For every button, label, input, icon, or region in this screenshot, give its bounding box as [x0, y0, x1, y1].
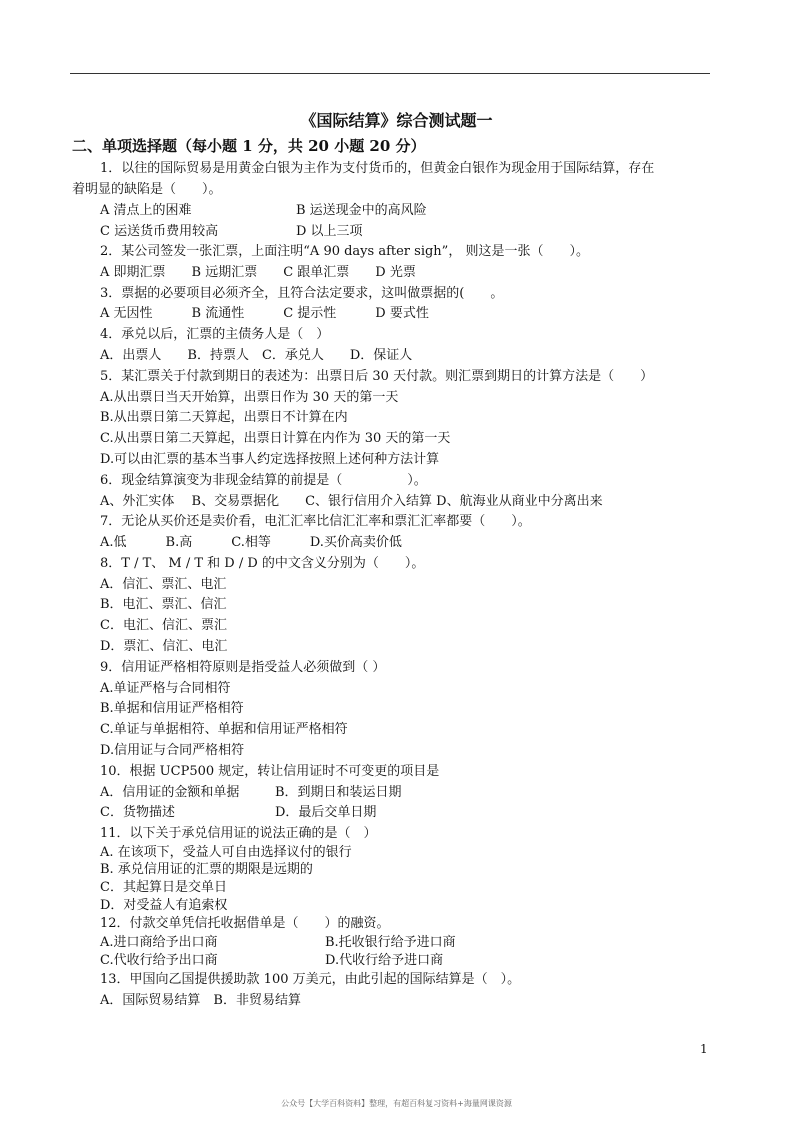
text-line: B.托收银行给予进口商: [325, 935, 456, 950]
text-line: 3．票据的必要项目必须齐全，且符合法定要求，这叫做票据的( 。: [100, 286, 504, 301]
text-line: A、外汇实体 B、交易票据化 C、银行信用介入结算 D、航海业从商业中分离出来: [100, 494, 603, 509]
text-line: A．出票人 B．持票人 C．承兑人 D．保证人: [100, 348, 413, 363]
page-number: 1: [700, 1042, 708, 1056]
text-line: 7．无论从买价还是卖价看，电汇汇率比信汇汇率和票汇汇率都要（ ）。: [100, 514, 531, 529]
text-line: D.代收行给予进口商: [325, 953, 444, 968]
text-line: B.从出票日第二天算起，出票日不计算在内: [100, 410, 348, 425]
text-line: A．国际贸易结算 B．非贸易结算: [100, 993, 301, 1008]
text-line: A.低 B.高 C.相等 D.买价高卖价低: [100, 535, 402, 550]
text-line: 12．付款交单凭信托收据借单是（ ）的融资。: [100, 916, 390, 931]
text-line: C．电汇、信汇、票汇: [100, 618, 227, 633]
text-line: 着明显的缺陷是（ ）。: [72, 182, 222, 197]
text-line: C 运送货币费用较高: [100, 224, 219, 239]
text-line: A 无因性 B 流通性 C 提示性 D 要式性: [100, 306, 429, 321]
text-line: D.可以由汇票的基本当事人约定选择按照上述何种方法计算: [100, 452, 440, 467]
document-title: 《国际结算》综合测试题一: [300, 111, 493, 130]
text-line: D．对受益人有追索权: [100, 898, 228, 913]
text-line: B.单据和信用证严格相符: [100, 701, 244, 716]
text-line: D．最后交单日期: [275, 805, 377, 820]
page-footer: 公众号【大学百科资料】整理，有超百科复习资料+海量网课资源: [281, 1099, 512, 1108]
text-line: C．其起算日是交单日: [100, 880, 227, 895]
header-rule: [70, 73, 710, 74]
text-line: C.从出票日第二天算起，出票日计算在内作为 30 天的第一天: [100, 431, 451, 446]
text-line: 10．根据 UCP500 规定，转让信用证时不可变更的项目是: [100, 764, 440, 779]
text-line: C．货物描述: [100, 805, 175, 820]
text-line: A.单证严格与合同相符: [100, 681, 231, 696]
text-line: D 以上三项: [296, 224, 363, 239]
text-line: D.信用证与合同严格相符: [100, 743, 245, 758]
text-line: 6．现金结算演变为非现金结算的前提是（ ）。: [100, 473, 427, 488]
text-line: A.从出票日当天开始算，出票日作为 30 天的第一天: [100, 390, 399, 405]
text-line: 11．以下关于承兑信用证的说法正确的是（ ）: [100, 826, 377, 841]
text-line: B．到期日和装运日期: [275, 785, 402, 800]
text-line: A.进口商给予出口商: [100, 935, 218, 950]
text-line: 2．某公司签发一张汇票，上面注明“A 90 days after sigh”， 则这是一张（ ）。: [100, 244, 589, 259]
text-line: D．票汇、信汇、电汇: [100, 639, 228, 654]
text-line: B．电汇、票汇、信汇: [100, 597, 227, 612]
text-line: A 清点上的困难: [100, 203, 192, 218]
text-line: 9．信用证严格相符原则是指受益人必须做到（ ）: [100, 660, 386, 675]
text-line: C.单证与单据相符、单据和信用证严格相符: [100, 722, 348, 737]
text-line: 1．以往的国际贸易是用黄金白银为主作为支付货币的，但黄金白银作为现金用于国际结算，存在: [100, 161, 655, 176]
text-line: C.代收行给予出口商: [100, 953, 218, 968]
text-line: 4．承兑以后，汇票的主债务人是（ ）: [100, 327, 330, 342]
text-line: A. 在该项下，受益人可自由选择议付的银行: [100, 845, 352, 860]
section-heading: 二、单项选择题（每小题 1 分，共 20 小题 20 分）: [72, 137, 426, 155]
text-line: 8．T / T、 M / T 和 D / D 的中文含义分别为（ ）。: [100, 556, 425, 571]
text-line: B. 承兑信用证的汇票的期限是远期的: [100, 862, 313, 877]
text-line: 5．某汇票关于付款到期日的表述为：出票日后 30 天付款。则汇票到期日的计算方法是（ ）: [100, 369, 654, 384]
text-line: 13．甲国向乙国提供援助款 100 万美元，由此引起的国际结算是（ ）。: [100, 972, 521, 987]
text-line: A 即期汇票 B 远期汇票 C 跟单汇票 D 光票: [100, 265, 416, 280]
text-line: B 运送现金中的高风险: [296, 203, 427, 218]
text-line: A．信汇、票汇、电汇: [100, 577, 227, 592]
text-line: A．信用证的金额和单据: [100, 785, 240, 800]
